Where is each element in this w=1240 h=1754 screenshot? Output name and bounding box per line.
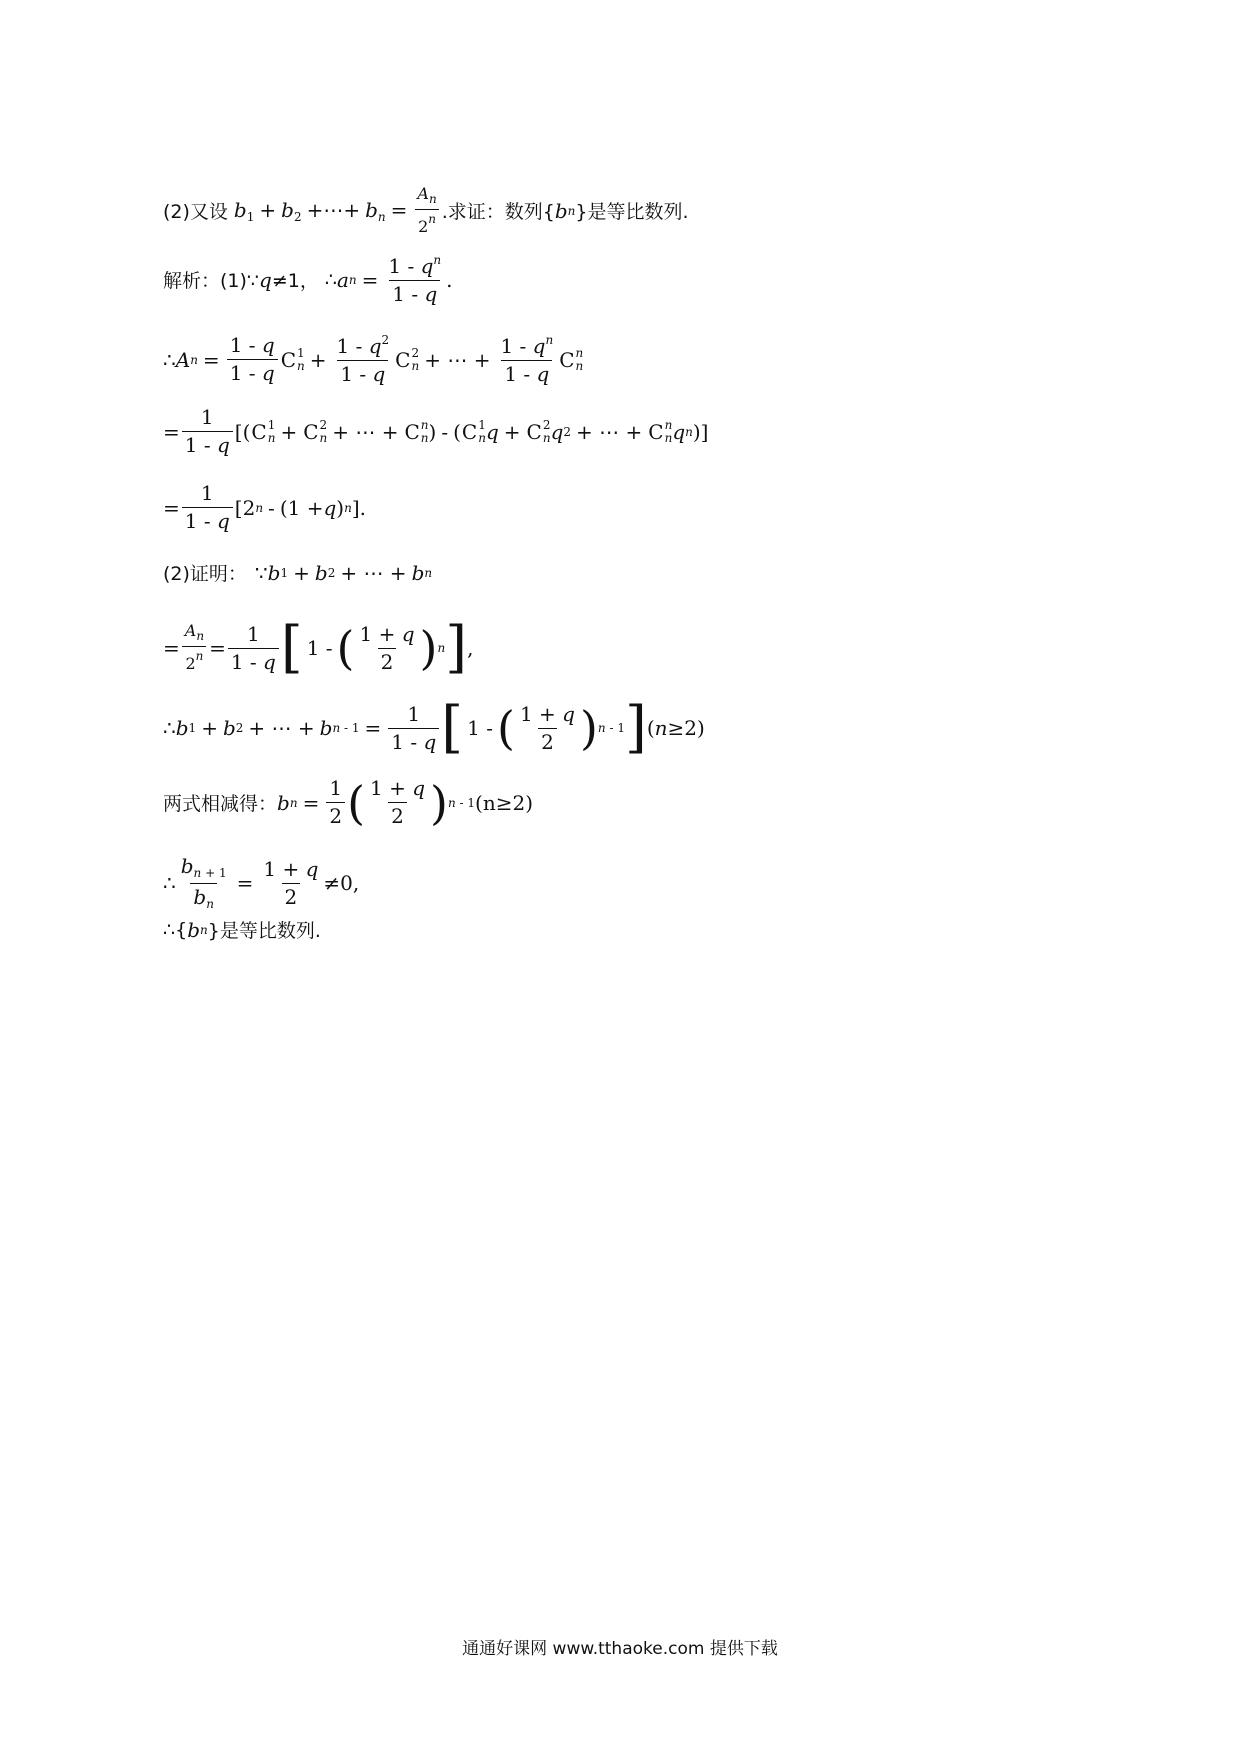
proof-label: (2)证明： <box>163 563 247 585</box>
solution-label: 解析：(1)∵ <box>163 270 260 292</box>
fraction-An-over-2n: $\frac{A_n}{2^n}$ <box>414 186 439 236</box>
ratio-tail: ≠0, <box>323 871 360 896</box>
equation-An-sum: ∴ A n = $\frac{1 - q}{1 - q}$ C 1 n + $\frac{1 - q^2}{1 - q}$ C 2 n + ⋯ + $\frac{1 - q^n}{1 - q}$ C n n <box>163 333 584 386</box>
therefore-symbol: ∴ <box>324 268 337 291</box>
fraction-an: $\frac{1 - q^n}{1 - q}$ <box>388 253 442 306</box>
proof-start: (2)证明： ∵ b 1 + b 2 + ⋯ + b n <box>163 560 433 585</box>
line1-end: }是等比数列. <box>575 201 689 224</box>
ratio-line: ∴ $\frac{b_{n + 1}}{b_n}$ = $\frac{1 + q}{2}$ ≠0, <box>163 854 360 911</box>
q-condition: ≠1， <box>271 270 319 292</box>
line1-mid: .求证：数列{ <box>441 201 555 224</box>
therefore-symbol-2: ∴ <box>163 871 176 896</box>
line1-prefix: (2)又设 <box>163 201 228 224</box>
subtraction-label: 两式相减得： <box>163 793 278 815</box>
equation-expand: = $\frac{1}{1 - q}$ [( C 1 n + C 2 n + ⋯ + C n n ) - ( C 1 n q + C 2 n q 2 + ⋯ + C n n q n )] <box>163 405 709 457</box>
equation-bn-minus-1: ∴ b 1 + b 2 + ⋯ + b n - 1 = $\frac{1}{1 - q}$ [ 1 - ( $\frac{1 + q}{2}$ ) n - 1 ] ( n ≥2) <box>163 695 705 760</box>
conclusion-text: }是等比数列. <box>207 920 321 942</box>
because-symbol: ∵ <box>254 560 268 585</box>
solution-line-1: 解析：(1)∵ q ≠1， ∴ a n = $\frac{1 - q^n}{1 - q}$ . <box>163 253 453 306</box>
problem-statement: (2)又设 $b_1 + b_2$ +⋯+ $b_n$ = $\frac{A_n}{2^n}$ .求证：数列{ b n }是等比数列. <box>163 184 689 236</box>
equation-result: = $\frac{1}{1 - q}$ [2 n - (1 + q ) n ]. <box>163 481 366 533</box>
footer-source-note: 通通好课网 www.tthaoke.com 提供下载 <box>462 1639 778 1659</box>
equation-bn-sum: = $\frac{A_n}{2^n}$ = $\frac{1}{1 - q}$ [ 1 - ( $\frac{1 + q}{2}$ ) n ] , <box>163 615 474 680</box>
n-condition: (n≥2) <box>475 790 534 815</box>
subtraction-result: 两式相减得： b n = $\frac{1}{2}$ ( $\frac{1 + q}{2}$ ) n - 1 (n≥2) <box>163 775 534 830</box>
therefore-brace: ∴{ <box>163 918 188 941</box>
conclusion: ∴{ b n }是等比数列. <box>163 917 321 942</box>
